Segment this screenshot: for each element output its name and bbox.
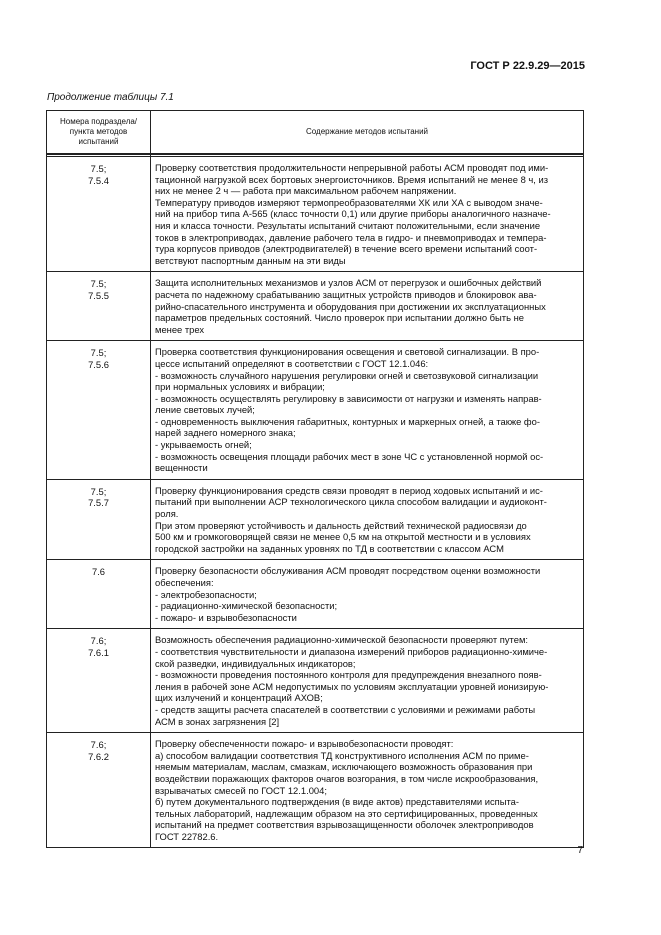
table-row bbox=[47, 272, 584, 341]
method-text-line: менее трех bbox=[155, 323, 205, 335]
method-text-line: Проверка соответствия функционирования освещения и световой сигнализации. В про- bbox=[155, 346, 540, 358]
method-text-line: взрывачатых смесей по ГОСТ 12.1.004; bbox=[155, 784, 327, 796]
table-row bbox=[47, 341, 584, 480]
method-text-line: цессе испытаний определяют в соответствии с ГОСТ 12.1.046: bbox=[155, 357, 429, 369]
method-text-line: - средств защиты расчета спасателей в соответствии с условиями и режимами работы bbox=[155, 703, 536, 715]
section-number: 7.6; bbox=[90, 739, 107, 751]
method-text-line: - возможность осуществлять регулировку в зависимости от нагрузки и изменять направ- bbox=[155, 392, 542, 404]
section-number: 7.5; bbox=[90, 485, 107, 497]
section-number-cell bbox=[47, 560, 151, 629]
method-text-line: При этом проверяют устойчивость и дальность действий технической радиосвязи до bbox=[155, 519, 527, 531]
section-number: 7.5; bbox=[90, 347, 107, 359]
method-text-line: Проверку функционирования средств связи проводят в период ходовых испытаний и ис- bbox=[155, 484, 543, 496]
method-text-line: - одновременность выключения габаритных, контурных и маркерных огней, а также фо- bbox=[155, 415, 540, 427]
method-text-line: щих излучений и концентраций АХОВ; bbox=[155, 692, 323, 704]
document-code: ГОСТ Р 22.9.29—2015 bbox=[470, 60, 585, 72]
method-content-cell bbox=[151, 341, 584, 480]
method-text-line: - возможности проведения постоянного контроля для предупреждения внезапного появ- bbox=[155, 669, 542, 681]
method-text-line: а) способом валидации соответствия ТД конструктивного исполнения АСМ по приме- bbox=[155, 749, 529, 761]
method-text-line: тельных лабораторий, надлежащим образом на это сертифицированных, проведенных bbox=[155, 807, 538, 819]
section-number-cell bbox=[47, 733, 151, 848]
method-text-line: Температуру приводов измеряют термопреобразователями ХК или ХА с выводом значе- bbox=[155, 196, 543, 208]
method-text-line: ГОСТ 22782.6. bbox=[155, 830, 219, 842]
method-text-line: токов в электроприводах, давление рабочего тела в гидро- и пневмоприводах и темпера- bbox=[155, 231, 547, 243]
page-number: 7 bbox=[577, 845, 583, 856]
method-text-line: Защита исполнительных механизмов и узлов АСМ от перегрузок и ошибочных действий bbox=[155, 277, 542, 289]
method-text-line: тура корпусов приводов (электродвигателей) в течение всего времени испытаний соот- bbox=[155, 243, 538, 255]
method-text-line: ветствуют паспортным данным на эти виды bbox=[155, 254, 346, 266]
table-row bbox=[47, 157, 584, 272]
section-number: 7.5.4 bbox=[88, 174, 109, 186]
method-content-cell bbox=[151, 560, 584, 629]
method-text-line: - возможность случайного нарушения регулировки огней и светозвуковой сигнализации bbox=[155, 369, 539, 381]
method-text-line: - радиационно-химической безопасности; bbox=[155, 600, 338, 612]
method-text-line: - электробезопасности; bbox=[155, 588, 257, 600]
methods-table bbox=[46, 110, 584, 848]
table-row bbox=[47, 629, 584, 733]
method-text-line: - укрываемость огней; bbox=[155, 439, 252, 451]
method-text-line: няемым материалам, маслам, смазкам, исключающего возможность образования при bbox=[155, 761, 533, 773]
method-text-line: них не менее 2 ч — работа при максимальном рабочем напряжении. bbox=[155, 185, 457, 197]
section-number-cell bbox=[47, 157, 151, 272]
section-number: 7.6; bbox=[90, 635, 107, 647]
method-text-line: ния и класса точности. Результаты испытаний считают положительными, если значение bbox=[155, 219, 541, 231]
method-text-line: при нормальных условиях и вибрации; bbox=[155, 381, 325, 393]
method-text-line: ления в рабочей зоне АСМ недопустимых по условиям эксплуатации уровней ионизирую- bbox=[155, 680, 549, 692]
method-text-line: Проверку безопасности обслуживания АСМ проводят посредством оценки возможности bbox=[155, 565, 541, 577]
section-number: 7.6.2 bbox=[88, 750, 109, 762]
table-row bbox=[47, 733, 584, 848]
section-number-cell bbox=[47, 629, 151, 733]
table-caption: Продолжение таблицы 7.1 bbox=[47, 92, 174, 103]
method-text-line: рийно-спасательного инструмента и оборудования при достижении их эксплуатационных bbox=[155, 300, 546, 312]
table-row bbox=[47, 479, 584, 560]
method-content-cell bbox=[151, 157, 584, 272]
method-text-line: - пожаро- и взрывобезопасности bbox=[155, 611, 297, 623]
method-text-line: ление световых лучей; bbox=[155, 404, 255, 416]
method-text-line: - возможность освещения площади рабочих мест в зоне ЧС с установленной нормой ос- bbox=[155, 450, 544, 462]
method-text-line: роля. bbox=[155, 508, 179, 520]
method-text-line: Проверку обеспеченности пожаро- и взрывобезопасности проводят: bbox=[155, 738, 454, 750]
method-text-line: тационной нагрузкой всех бортовых энергоисточников. Время испытаний не менее 8 ч, из bbox=[155, 173, 549, 185]
section-number-cell bbox=[47, 341, 151, 480]
section-number: 7.6 bbox=[91, 566, 106, 578]
method-content-cell bbox=[151, 479, 584, 560]
method-text-line: ской разведки, индивидуальных индикаторов; bbox=[155, 657, 356, 669]
method-text-line: Возможность обеспечения радиационно-химической безопасности проверяют путем: bbox=[155, 634, 529, 646]
method-content-cell bbox=[151, 272, 584, 341]
method-text-line: испытаний на предмет соответствия взрывозащищенности оболочек электроприводов bbox=[155, 819, 534, 831]
section-number-cell bbox=[47, 272, 151, 341]
method-text-line: 500 км и громкоговорящей связи не менее 0,5 км на открытой местности и в условиях bbox=[155, 531, 531, 543]
method-text-line: расчета по надежному срабатыванию защитных устройств приводов и блокировок ава- bbox=[155, 288, 537, 300]
method-text-line: вещенности bbox=[155, 462, 208, 474]
section-number: 7.6.1 bbox=[88, 646, 109, 658]
section-number: 7.5; bbox=[90, 278, 107, 290]
method-text-line: пытаний при выполнении АСР технологического цикла способом валидации и аудиоконт- bbox=[155, 496, 547, 508]
method-text-line: Проверку соответствия продолжительности непрерывной работы АСМ проводят под ими- bbox=[155, 162, 549, 173]
method-text-line: городской застройки на заданных уровнях по ТД в соответствии с классом АСМ bbox=[155, 542, 504, 554]
table-header-row bbox=[47, 111, 584, 155]
method-text-line: б) путем документального подтверждения (в виде актов) представителями испыта- bbox=[155, 796, 520, 808]
method-text-line: - соответствия чувствительности и диапазона измерений приборов радиационно-химиче- bbox=[155, 645, 548, 657]
column-header-content: Содержание методов испытаний bbox=[151, 111, 584, 155]
section-number: 7.5.7 bbox=[88, 497, 109, 509]
method-text-line: обеспечения: bbox=[155, 577, 214, 588]
method-text-line: параметров предельных состояний. Число проверок при испытании должно быть не bbox=[155, 312, 524, 324]
column-header-number: Номера подраздела/ пункта методов испытаний bbox=[47, 111, 151, 155]
method-text-line: АСМ в зонах загрязнения [2] bbox=[155, 715, 280, 727]
section-number: 7.5.6 bbox=[88, 358, 109, 370]
section-number: 7.5; bbox=[90, 163, 107, 174]
method-text-line: воздействии поражающих факторов очагов возгорания, в том числе искрообразования, bbox=[155, 772, 539, 784]
method-text-line: ний на прибор типа А-565 (класс точности 0,1) или другие приборы аналогичного назначе- bbox=[155, 208, 551, 220]
method-content-cell bbox=[151, 629, 584, 733]
section-number: 7.5.5 bbox=[88, 289, 109, 301]
method-content-cell bbox=[151, 733, 584, 848]
table-row bbox=[47, 560, 584, 629]
method-text-line: нарей заднего номерного знака; bbox=[155, 427, 296, 439]
section-number-cell bbox=[47, 479, 151, 560]
